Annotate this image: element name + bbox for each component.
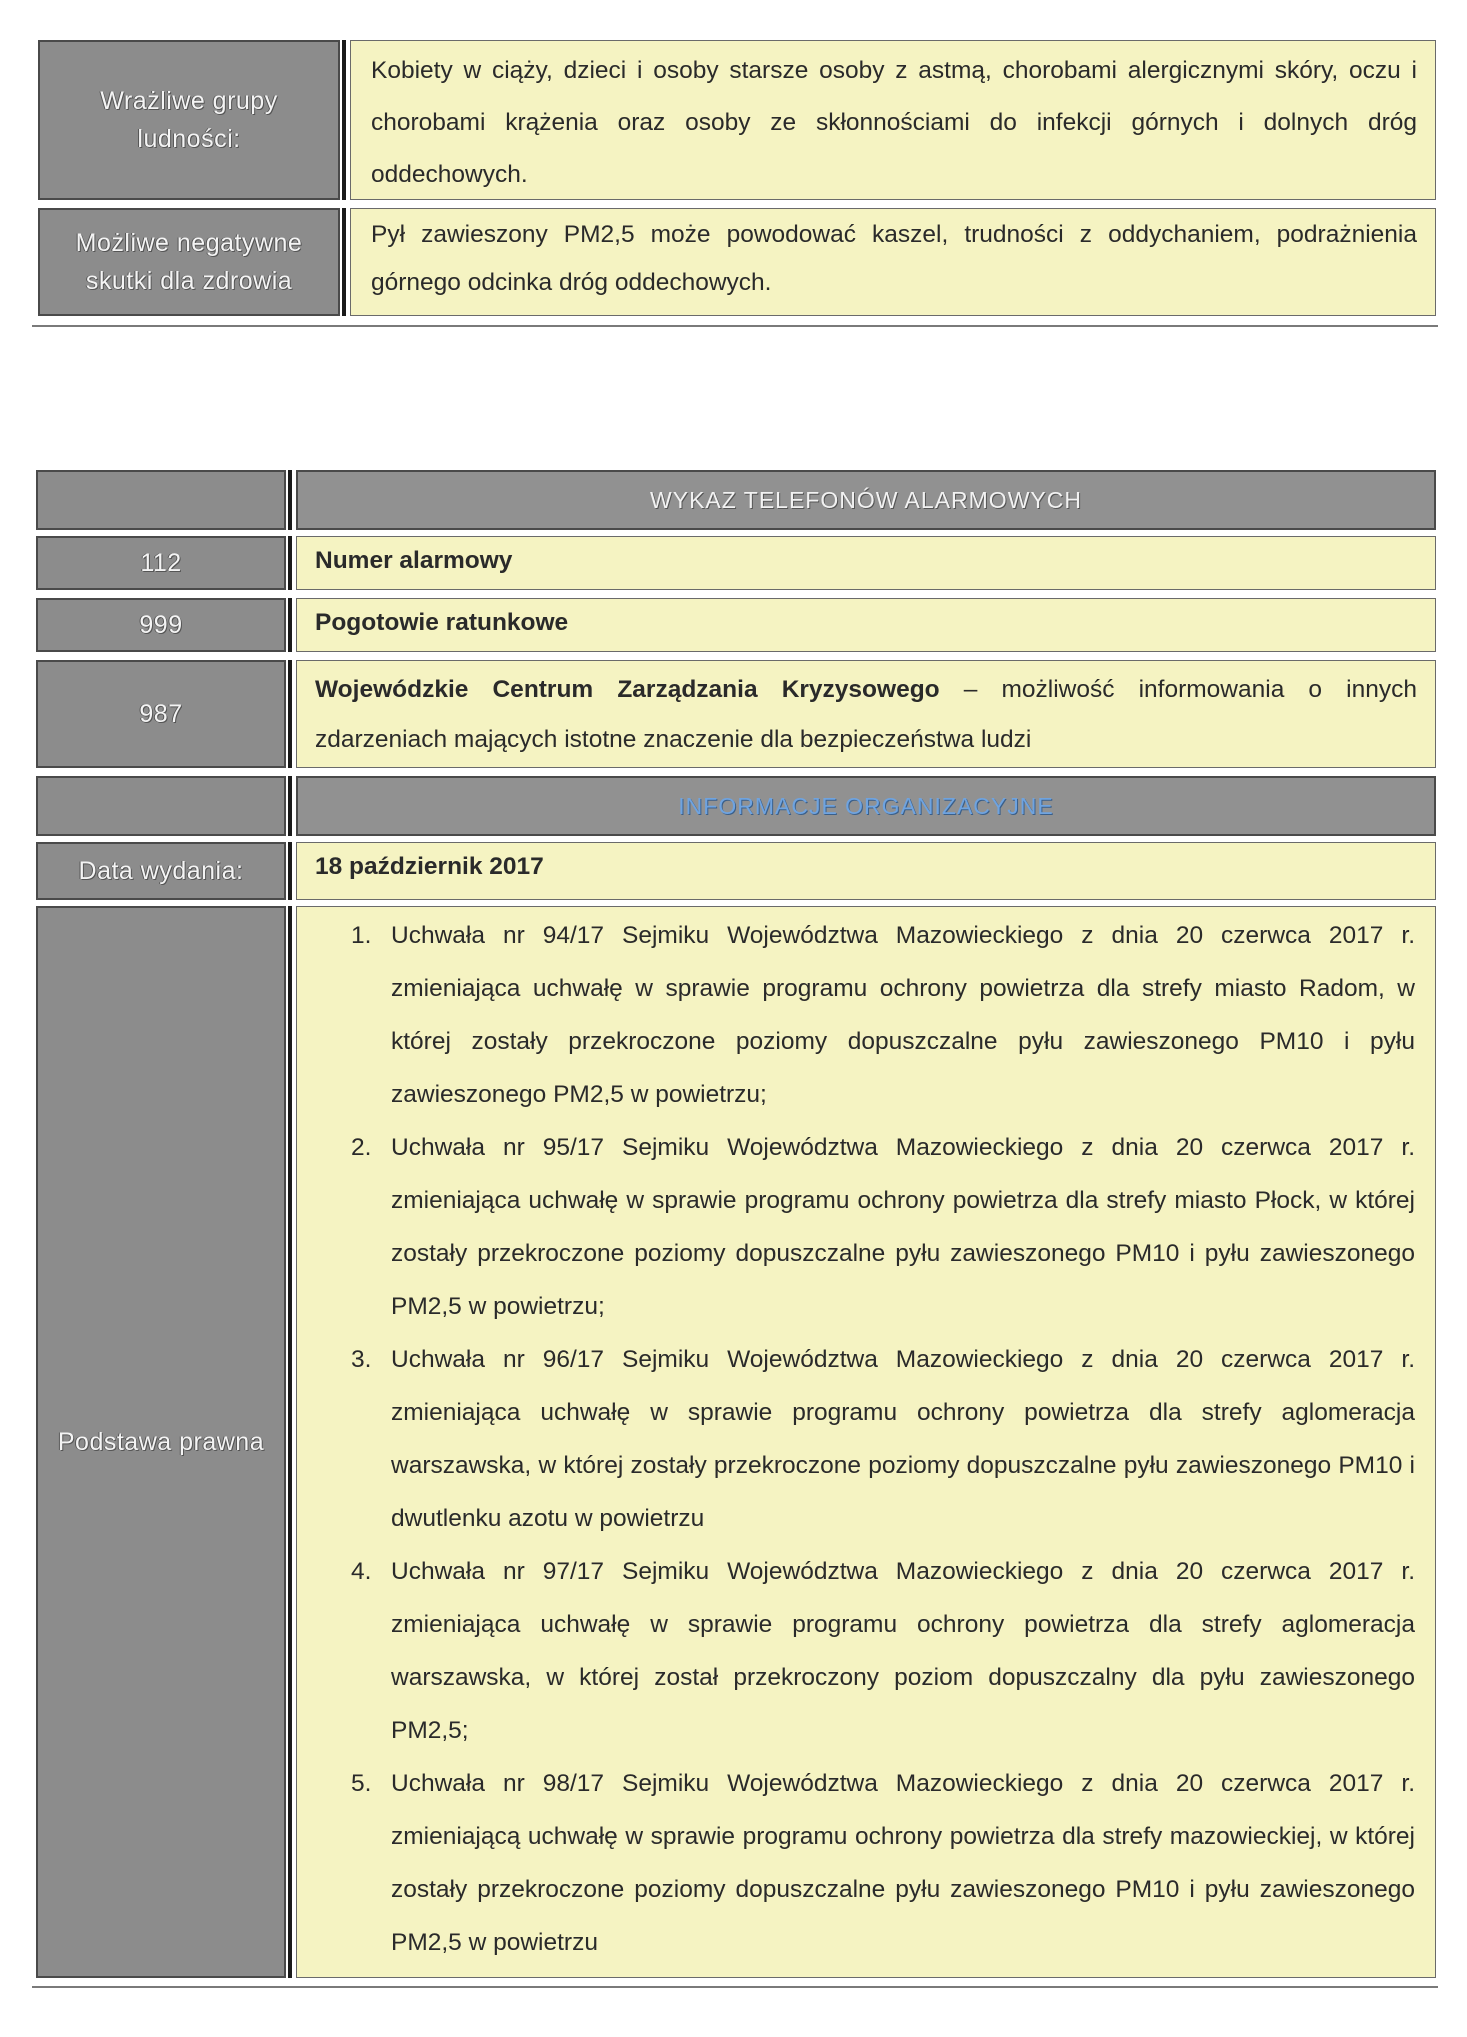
section2-bottom-rule <box>32 1986 1438 1988</box>
legal-item <box>315 1545 1415 1757</box>
phone-desc: Numer alarmowy <box>296 536 1436 590</box>
legal-item <box>315 1333 1415 1545</box>
legal-item-text: Uchwała nr 95/17 Sejmiku Województwa Mazowieckiego z dnia 20 czerwca 2017 r. zmieniająca uchwałę w sprawie programu ochrony powietrza dla strefy miasto Płock, w której zostały przekroczone poziomy dopuszczalne pyłu zawieszonego PM10 i pyłu zawieszonego PM2,5 w powietrzu; <box>391 1134 1415 1320</box>
date-value: 18 październik 2017 <box>296 842 1436 900</box>
alarm-phones-table <box>36 470 1436 1990</box>
phones-header: WYKAZ TELEFONÓW ALARMOWYCH <box>296 470 1436 530</box>
date-label: Data wydania: <box>36 842 286 900</box>
phone-row-987 <box>36 660 1436 768</box>
divider <box>288 660 292 768</box>
divider <box>288 470 292 530</box>
legal-item-number: 2. <box>351 1134 372 1161</box>
divider <box>288 536 292 590</box>
phones-header-row <box>36 470 1436 530</box>
phone-number: 112 <box>36 536 286 590</box>
phone-desc: Pogotowie ratunkowe <box>296 598 1436 652</box>
section1-bottom-rule <box>32 325 1438 327</box>
phone-row-112 <box>36 536 1436 590</box>
divider <box>288 906 292 1978</box>
divider <box>288 842 292 900</box>
legal-item-text: Uchwała nr 94/17 Sejmiku Województwa Mazowieckiego z dnia 20 czerwca 2017 r. zmieniająca uchwałę w sprawie programu ochrony powietrza dla strefy miasto Radom, w której zostały przekroczone poziomy dopuszczalne pyłu zawieszonego PM10 i pyłu zawieszonego PM2,5 w powietrzu; <box>391 922 1415 1108</box>
legal-basis-row <box>36 906 1436 1978</box>
date-row <box>36 842 1436 900</box>
sensitive-groups-row <box>38 40 1436 200</box>
sensitive-groups-value: Kobiety w ciąży, dzieci i osoby starsze osoby z astmą, chorobami alergicznymi skóry, oczu i chorobami krążenia oraz osoby ze skłonnościami do infekcji górnych i dolnych dróg oddechowych. <box>350 40 1436 200</box>
legal-item-text: Uchwała nr 97/17 Sejmiku Województwa Mazowieckiego z dnia 20 czerwca 2017 r. zmieniająca uchwałę w sprawie programu ochrony powietrza dla strefy aglomeracja warszawska, w której został przekroczony poziom dopuszczalny dla pyłu zawieszonego PM2,5; <box>391 1558 1415 1744</box>
legal-item-text: Uchwała nr 96/17 Sejmiku Województwa Mazowieckiego z dnia 20 czerwca 2017 r. zmieniająca uchwałę w sprawie programu ochrony powietrza dla strefy aglomeracja warszawska, w której zostały przekroczone poziomy dopuszczalne pyłu zawieszonego PM10 i dwutlenku azotu w powietrzu <box>391 1346 1415 1532</box>
legal-basis-list <box>296 906 1436 1978</box>
health-effects-label: Możliwe negatywne skutki dla zdrowia <box>38 208 340 316</box>
legal-list <box>315 909 1415 1969</box>
legal-item-number: 3. <box>351 1346 372 1373</box>
phone-row-999 <box>36 598 1436 652</box>
divider <box>342 40 346 200</box>
divider <box>288 776 292 836</box>
phone-number: 987 <box>36 660 286 768</box>
legal-item-number: 5. <box>351 1770 372 1797</box>
health-info-table <box>38 40 1436 330</box>
legal-item <box>315 1121 1415 1333</box>
org-header-empty-cell <box>36 776 286 836</box>
divider <box>342 208 346 316</box>
header-empty-cell <box>36 470 286 530</box>
sensitive-groups-label: Wrażliwe grupy ludności: <box>38 40 340 200</box>
legal-item-text: Uchwała nr 98/17 Sejmiku Województwa Mazowieckiego z dnia 20 czerwca 2017 r. zmieniającą uchwałę w sprawie programu ochrony powietrza dla strefy mazowieckiej, w której zostały przekroczone poziomy dopuszczalne pyłu zawieszonego PM10 i pyłu zawieszonego PM2,5 w powietrzu <box>391 1770 1415 1956</box>
legal-item <box>315 1757 1415 1969</box>
legal-item-number: 1. <box>351 922 372 949</box>
health-effects-value: Pył zawieszony PM2,5 może powodować kaszel, trudności z oddychaniem, podrażnienia górnego odcinka dróg oddechowych. <box>350 208 1436 316</box>
phone-desc-title: Wojewódzkie Centrum Zarządzania Kryzysowego <box>315 676 940 703</box>
phone-desc-987 <box>296 660 1436 768</box>
legal-basis-label: Podstawa prawna <box>36 906 286 1978</box>
legal-item <box>315 909 1415 1121</box>
org-header: INFORMACJE ORGANIZACYJNE <box>296 776 1436 836</box>
phone-desc-rest: – możliwość informowania o innych zdarzeniach mających istotne znaczenie dla bezpieczeństwa ludzi <box>315 676 1417 753</box>
health-effects-row <box>38 208 1436 316</box>
legal-item-number: 4. <box>351 1558 372 1585</box>
divider <box>288 598 292 652</box>
phone-number: 999 <box>36 598 286 652</box>
org-header-row <box>36 776 1436 836</box>
